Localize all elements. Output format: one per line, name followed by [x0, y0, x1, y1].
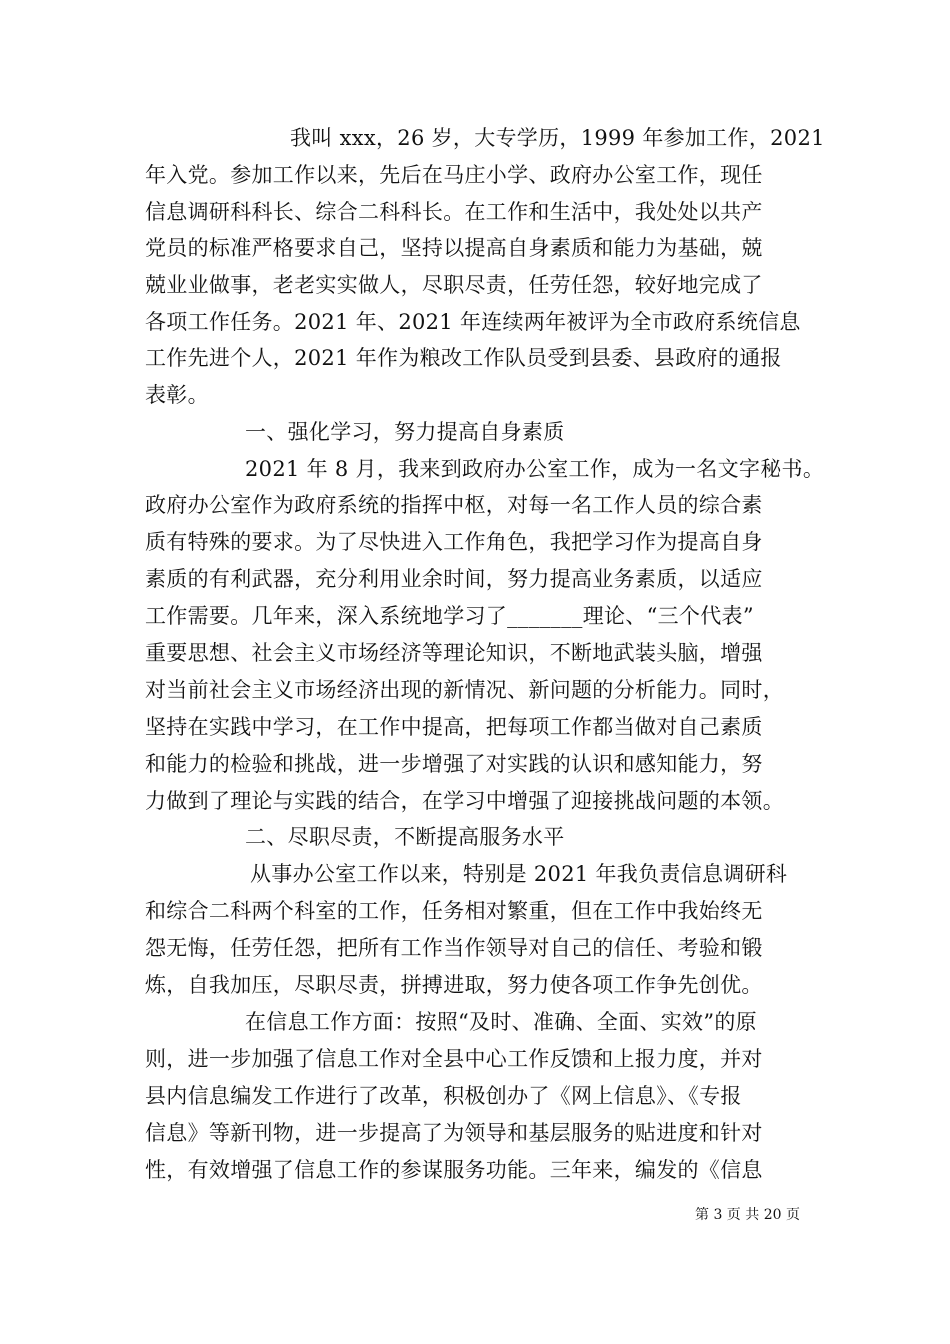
paragraph-2-line-2: 政府办公室作为政府系统的指挥中枢，对每一名工作人员的综合素	[145, 493, 763, 517]
paragraph-3-line-1: 从事办公室工作以来，特别是 2021 年我负责信息调研科	[250, 862, 788, 886]
paragraph-2-line-6: 重要思想、社会主义市场经济等理论知识，不断地武装头脑，增强	[145, 641, 763, 665]
paragraph-4-line-2: 则，进一步加强了信息工作对全县中心工作反馈和上报力度，并对	[145, 1047, 763, 1071]
paragraph-1-line-7: 工作先进个人，2021 年作为粮改工作队员受到县委、县政府的通报	[145, 346, 782, 370]
paragraph-3-line-2: 和综合二科两个科室的工作，任务相对繁重，但在工作中我始终无	[145, 899, 763, 923]
paragraph-1-line-6: 各项工作任务。2021 年、2021 年连续两年被评为全市政府系统信息	[145, 310, 801, 334]
paragraph-4-line-3: 县内信息编发工作进行了改革，积极创办了《网上信息》、《专报	[145, 1084, 742, 1108]
paragraph-4-line-1: 在信息工作方面：按照“及时、准确、全面、实效”的原	[245, 1010, 757, 1034]
page-number-footer: 第 3 页 共 20 页	[695, 1207, 800, 1223]
section-heading-1: 一、强化学习，努力提高自身素质	[245, 420, 565, 444]
paragraph-1-line-2: 年入党。参加工作以来，先后在马庄小学、政府办公室工作，现任	[145, 163, 763, 187]
section-heading-2: 二、尽职尽责，不断提高服务水平	[245, 825, 565, 849]
paragraph-2-line-9: 和能力的检验和挑战，进一步增强了对实践的认识和感知能力，努	[145, 752, 763, 776]
paragraph-2-line-5: 工作需要。几年来，深入系统地学习了_______理论、“三个代表”	[145, 604, 754, 628]
paragraph-1-line-8: 表彰。	[145, 383, 209, 407]
paragraph-3-line-3: 怨无悔，任劳任怨，把所有工作当作领导对自己的信任、考验和锻	[145, 936, 763, 960]
paragraph-2-line-8: 坚持在实践中学习，在工作中提高，把每项工作都当做对自己素质	[145, 715, 763, 739]
paragraph-2-line-10: 力做到了理论与实践的结合，在学习中增强了迎接挑战问题的本领。	[145, 789, 784, 813]
paragraph-2-line-7: 对当前社会主义市场经济出现的新情况、新问题的分析能力。同时，	[145, 678, 784, 702]
paragraph-2-line-3: 质有特殊的要求。为了尽快进入工作角色，我把学习作为提高自身	[145, 530, 763, 554]
paragraph-2-line-1: 2021 年 8 月，我来到政府办公室工作，成为一名文字秘书。	[245, 457, 825, 481]
paragraph-1-line-1: 我叫 xxx，26 岁，大专学历，1999 年参加工作，2021	[290, 126, 825, 150]
paragraph-1-line-5: 兢业业做事，老老实实做人，尽职尽责，任劳任怨，较好地完成了	[145, 273, 763, 297]
paragraph-3-line-4: 炼，自我加压，尽职尽责，拼搏进取，努力使各项工作争先创优。	[145, 973, 763, 997]
paragraph-4-line-4: 信息》等新刊物，进一步提高了为领导和基层服务的贴进度和针对	[145, 1121, 763, 1145]
paragraph-1-line-3: 信息调研科科长、综合二科科长。在工作和生活中，我处处以共产	[145, 200, 763, 224]
paragraph-2-line-4: 素质的有利武器，充分利用业余时间，努力提高业务素质，以适应	[145, 567, 763, 591]
paragraph-1-line-4: 党员的标准严格要求自己，坚持以提高自身素质和能力为基础，兢	[145, 236, 763, 260]
paragraph-4-line-5: 性，有效增强了信息工作的参谋服务功能。三年来，编发的《信息	[145, 1158, 763, 1182]
